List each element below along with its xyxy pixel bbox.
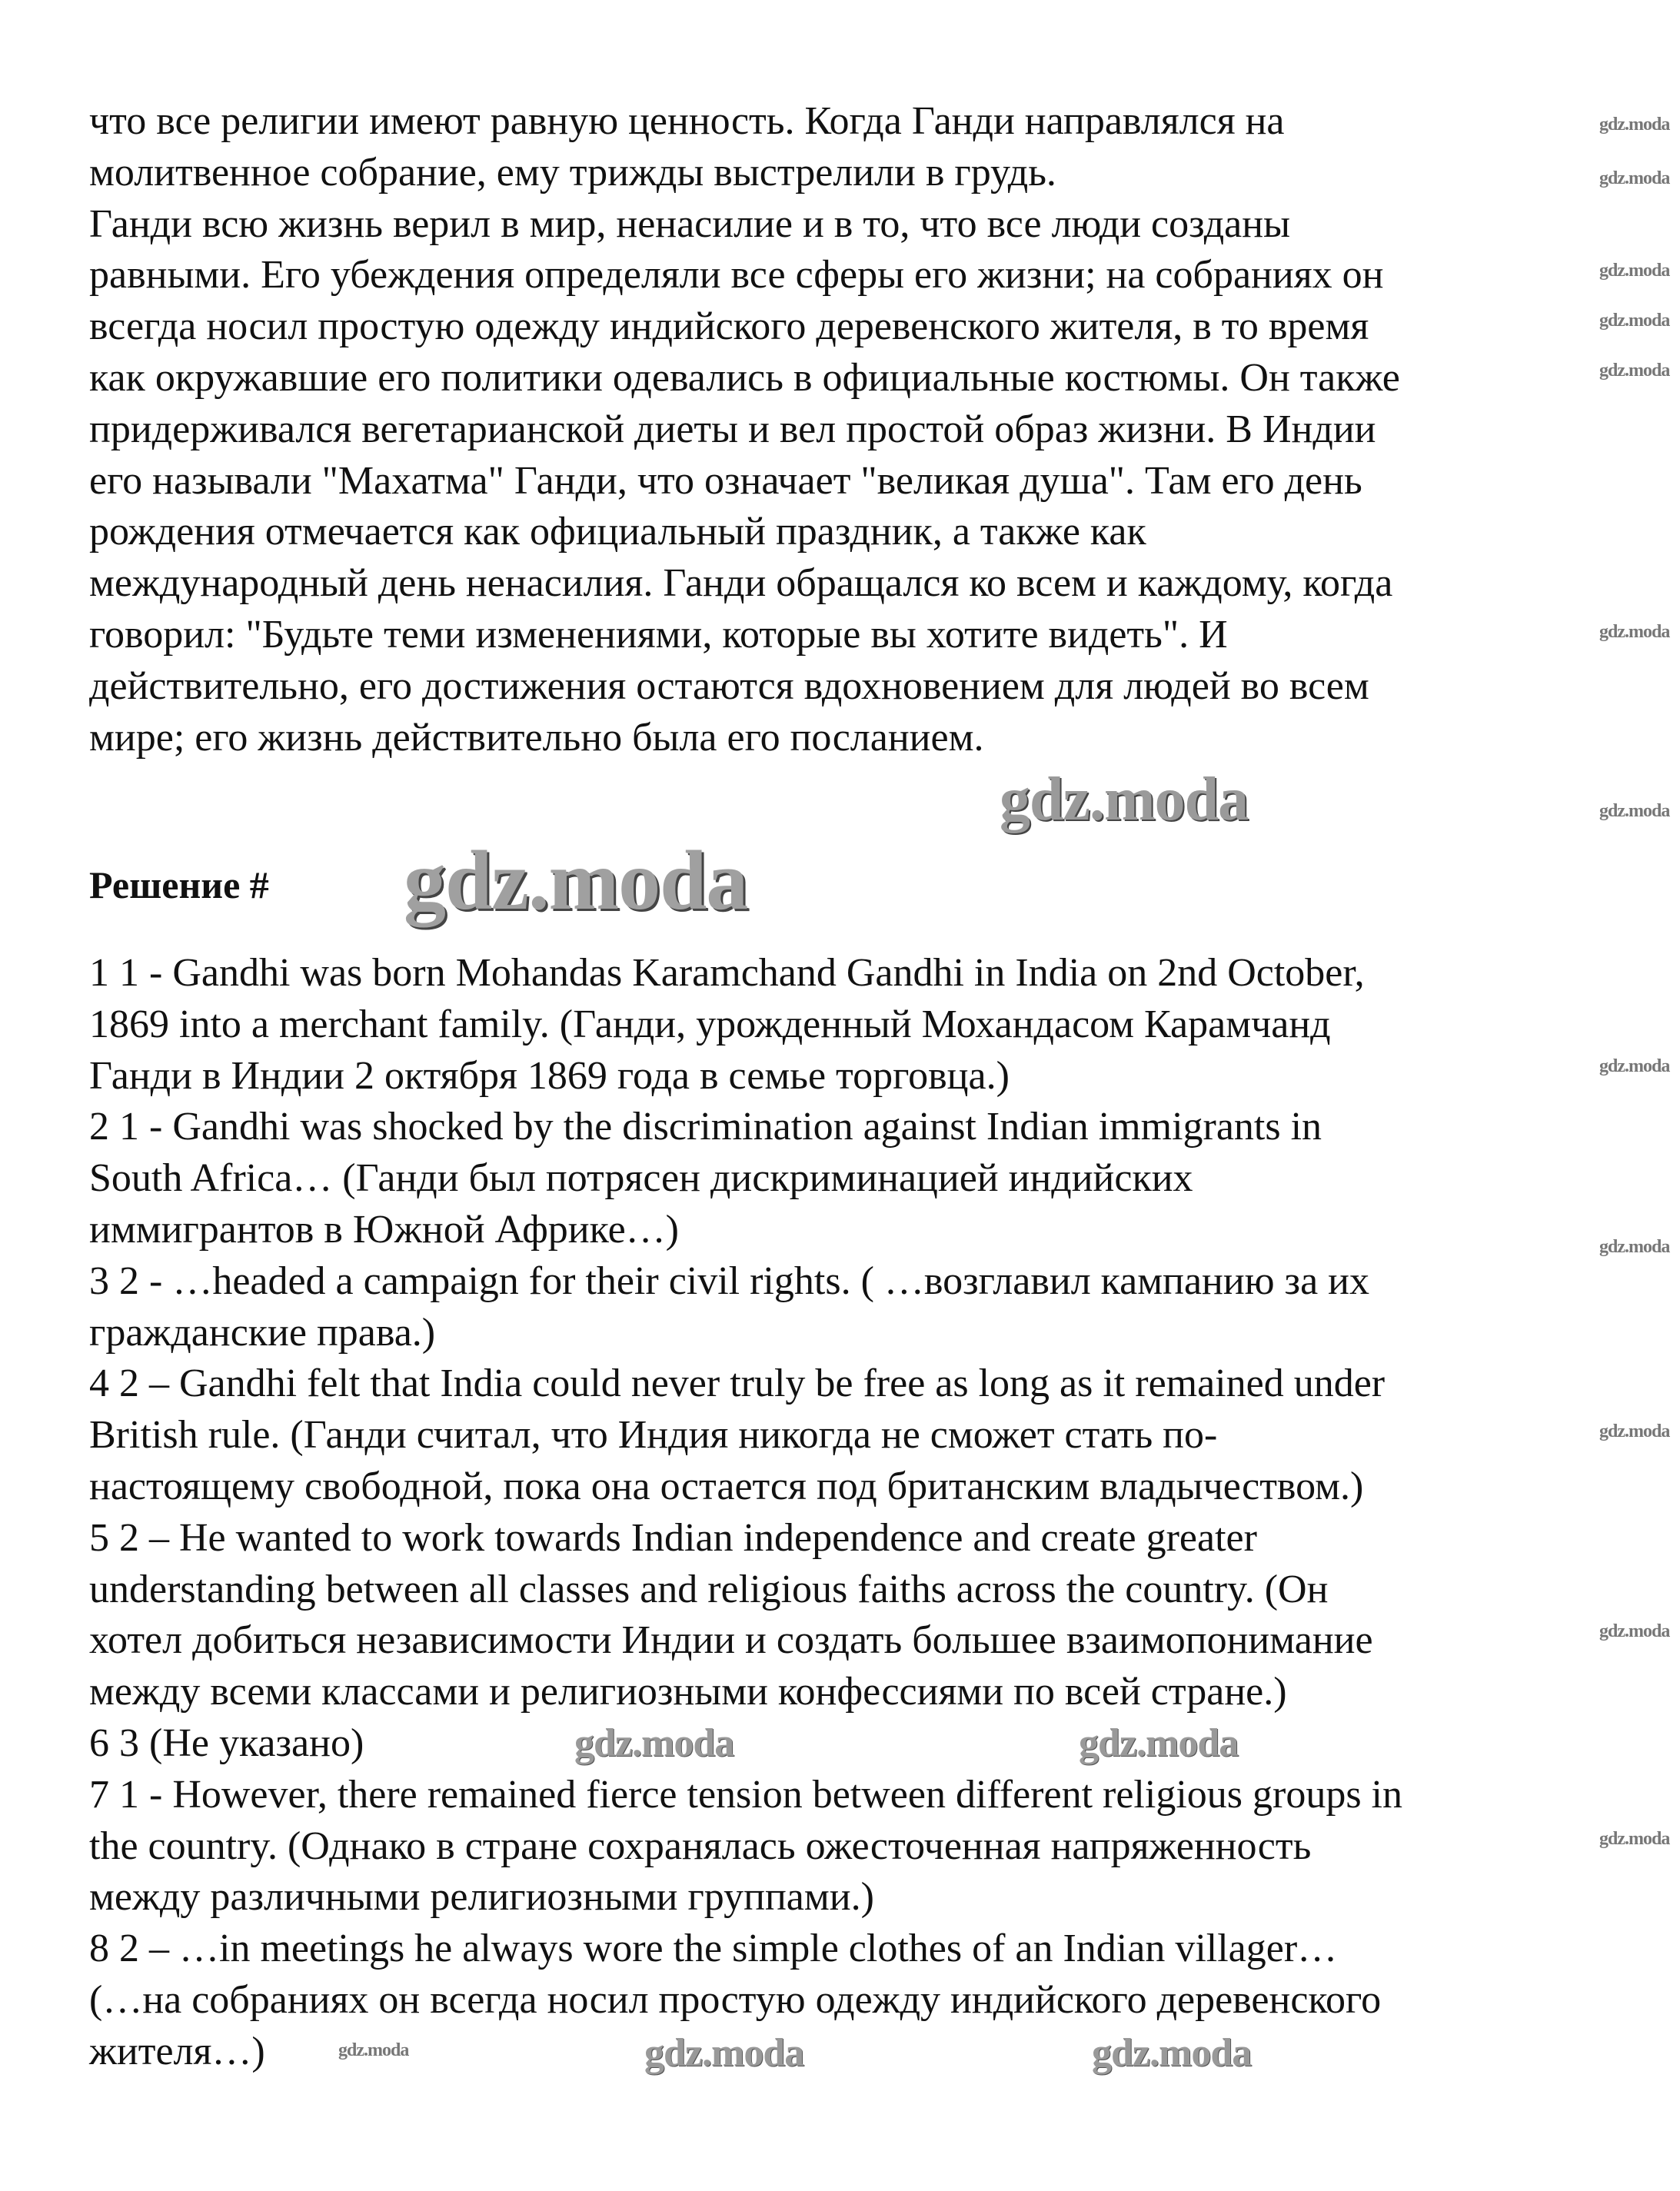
answer-line: между различными религиозными группами.) (89, 1875, 874, 1920)
answer-line: 7 1 - However, there remained fierce tension between different religious groups in (89, 1772, 1403, 1817)
text-line: придерживался вегетарианской диеты и вел простой образ жизни. В Индии (89, 407, 1376, 451)
text-line: молитвенное собрание, ему трижды выстрелили в грудь. (89, 150, 1056, 194)
watermark: gdz.moda (1599, 801, 1670, 821)
watermark: gdz.moda (404, 833, 748, 927)
watermark: gdz.moda (644, 2031, 804, 2075)
watermark: gdz.moda (1599, 261, 1670, 281)
text-line: мире; его жизнь действительно была его посланием. (89, 715, 984, 760)
watermark: gdz.moda (1599, 361, 1670, 381)
answer-line: 3 2 - …headed a campaign for their civil rights. ( …возглавил кампанию за их (89, 1258, 1369, 1303)
text-line: равными. Его убеждения определяли все сферы его жизни; на собраниях он (89, 253, 1384, 298)
answer-line: 8 2 – …in meetings he always wore the simple clothes of an Indian villager… (89, 1927, 1338, 1971)
watermark: gdz.moda (1599, 1829, 1670, 1849)
answer-line: South Africa… (Ганди был потрясен дискриминацией индийских (89, 1156, 1193, 1201)
text-line: как окружавшие его политики одевались в официальные костюмы. Он также (89, 355, 1400, 400)
answer-line: understanding between all classes and religious faiths across the country. (Он (89, 1567, 1329, 1611)
watermark: gdz.moda (1599, 1056, 1670, 1076)
watermark: gdz.moda (1599, 1237, 1670, 1257)
text-line: рождения отмечается как официальный праздник, а также как (89, 510, 1146, 554)
watermark: gdz.moda (1599, 1621, 1670, 1641)
text-line: его называли "Махатма" Ганди, что означает "великая душа". Там его день (89, 458, 1362, 503)
answer-line: между всеми классами и религиозными конфессиями по всей стране.) (89, 1670, 1287, 1714)
watermark: gdz.moda (1599, 622, 1670, 642)
answer-line: жителя…) (89, 2029, 265, 2073)
answer-line: гражданские права.) (89, 1310, 436, 1355)
watermark: gdz.moda (1599, 1421, 1670, 1441)
answer-line: 5 2 – He wanted to work towards Indian independence and create greater (89, 1515, 1257, 1560)
answer-line: 2 1 - Gandhi was shocked by the discrimination against Indian immigrants in (89, 1105, 1322, 1149)
intro-paragraph (89, 96, 1400, 763)
answer-line: 6 3 (Не указано) (89, 1721, 364, 1765)
text-line: Ганди всю жизнь верил в мир, ненасилие и в то, что все люди созданы (89, 201, 1291, 246)
answer-line: настоящему свободной, пока она остается под британским владычеством.) (89, 1464, 1364, 1508)
watermark: gdz.moda (1092, 2031, 1252, 2075)
watermark: gdz.moda (1000, 766, 1249, 833)
answer-line: the country. (Однако в стране сохранялась ожесточенная напряженность (89, 1824, 1312, 1868)
answer-line: British rule. (Ганди считал, что Индия никогда не сможет стать по- (89, 1413, 1218, 1458)
text-line: всегда носил простую одежду индийского деревенского жителя, в то время (89, 304, 1369, 349)
answer-line: Ганди в Индии 2 октября 1869 года в семье торговца.) (89, 1053, 1010, 1098)
watermark: gdz.moda (338, 2040, 409, 2060)
answer-line: 1 1 - Gandhi was born Mohandas Karamchand Gandhi in India on 2nd October, (89, 951, 1365, 995)
text-line: действительно, его достижения остаются вдохновением для людей во всем (89, 663, 1369, 708)
answer-line: (…на собраниях он всегда носил простую одежду индийского деревенского (89, 1977, 1382, 2022)
watermark: gdz.moda (1599, 115, 1670, 135)
answer-line: 4 2 – Gandhi felt that India could never truly be free as long as it remained under (89, 1361, 1386, 1406)
watermark: gdz.moda (574, 1721, 734, 1765)
text-line: международный день ненасилия. Ганди обращался ко всем и каждому, когда (89, 561, 1393, 606)
answer-line: 1869 into a merchant family. (Ганди, урожденный Мохандасом Карамчанд (89, 1002, 1331, 1046)
answers-list (89, 948, 1402, 2078)
answer-line: хотел добиться независимости Индии и создать большее взаимопонимание (89, 1618, 1373, 1663)
solution-heading: Решение # (89, 863, 269, 906)
watermark: gdz.moda (1599, 168, 1670, 188)
answer-line: иммигрантов в Южной Африке…) (89, 1207, 679, 1252)
watermark: gdz.moda (1079, 1721, 1239, 1765)
text-line: что все религии имеют равную ценность. Когда Ганди направлялся на (89, 99, 1285, 143)
watermark: gdz.moda (1599, 311, 1670, 331)
text-line: говорил: "Будьте теми изменениями, которые вы хотите видеть". И (89, 612, 1228, 657)
